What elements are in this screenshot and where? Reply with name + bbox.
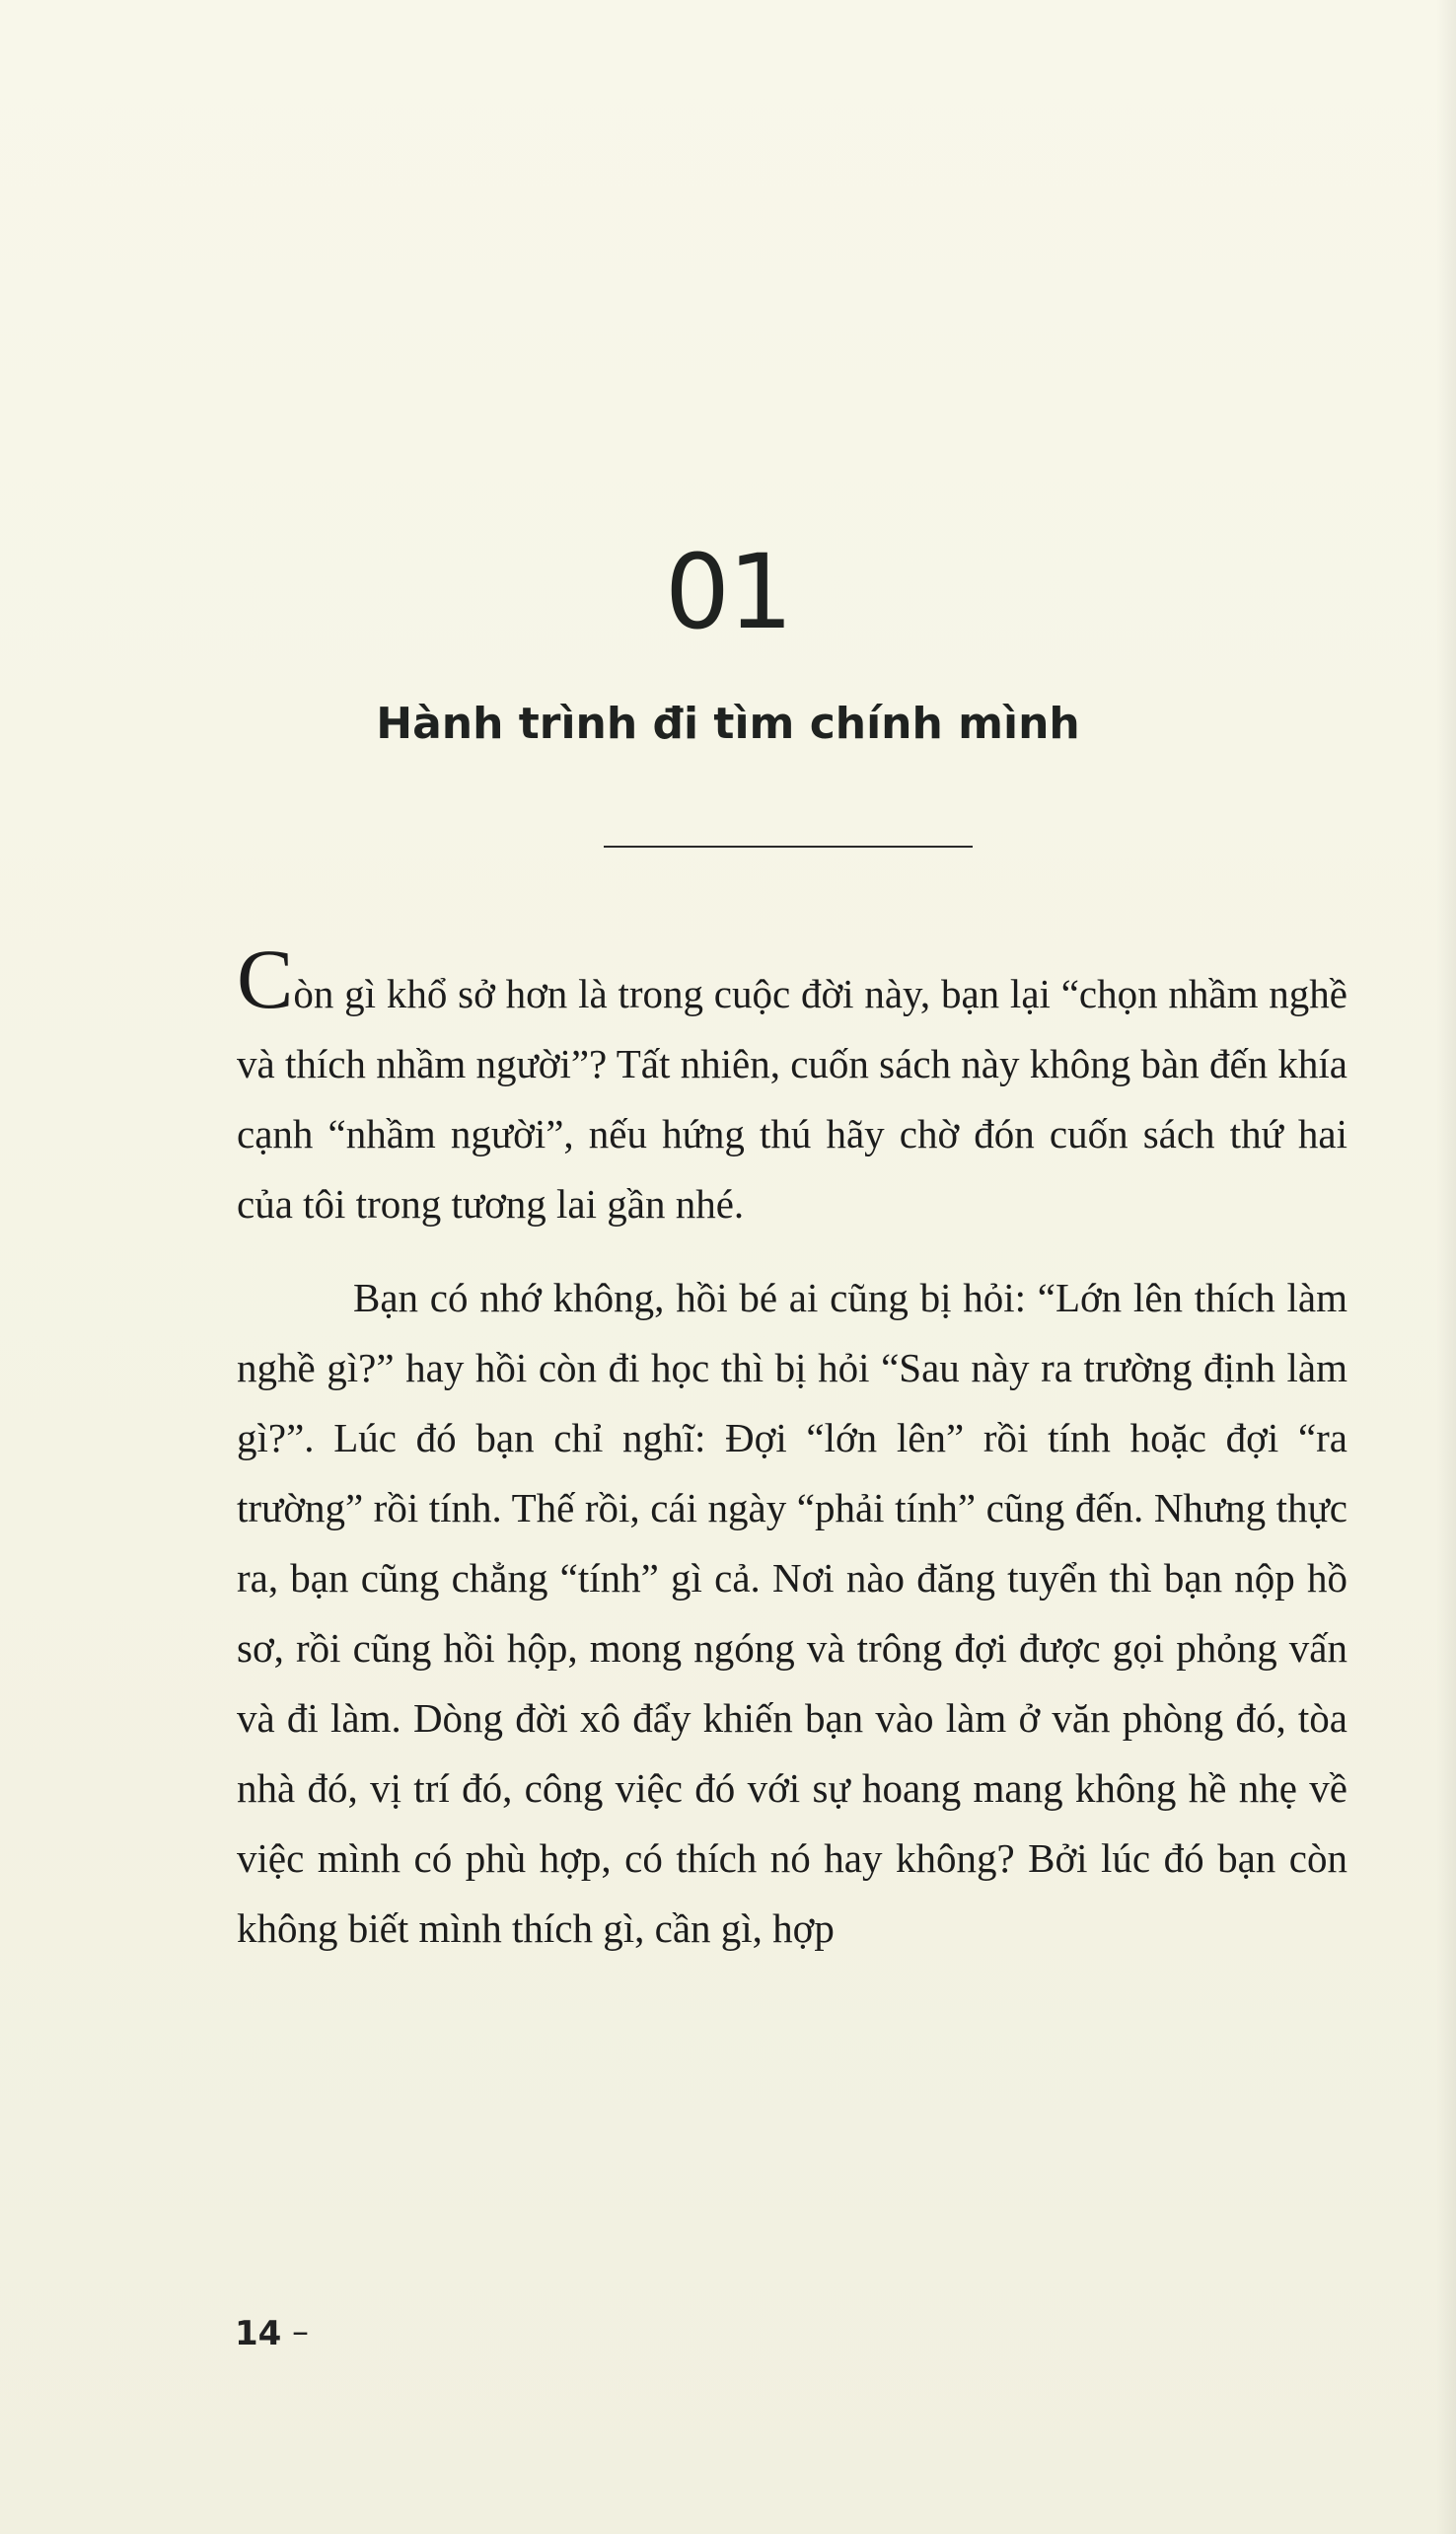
- chapter-number: 01: [664, 532, 792, 652]
- paragraph-1: [237, 932, 1347, 1239]
- paragraph-2: Bạn có nhớ không, hồi bé ai cũng bị hỏi: “Lớn lên thích làm nghề gì?” hay hồi còn đi học thì bị hỏi “Sau này ra trường định làm gì?”. Lúc đó bạn chỉ nghĩ: Đợi “lớn lên” rồi tính hoặc đợi “ra trường” rồi tính. Thế rồi, cái ngày “phải tính” cũng đến. Nhưng thực ra, bạn cũng chẳng “tính” gì cả. Nơi nào đăng tuyển thì bạn nộp hồ sơ, rồi cũng hồi hộp, mong ngóng và trông đợi được gọi phỏng vấn và đi làm. Dòng đời xô đẩy khiến bạn vào làm ở văn phòng đó, tòa nhà đó, vị trí đó, công việc đó với sự hoang mang không hề nhẹ về việc mình có phù hợp, có thích nó hay không? Bởi lúc đó bạn còn không biết mình thích gì, cần gì, hợp: [237, 1275, 1347, 1951]
- page-number: 14: [235, 2314, 282, 2353]
- page-number-dash: –: [292, 2312, 309, 2351]
- body-text: [237, 932, 1347, 1964]
- chapter-title: Hành trình đi tìm chính mình: [376, 699, 1080, 749]
- title-divider: [604, 846, 973, 848]
- page-edge-shadow: [1436, 0, 1456, 2534]
- paragraph-1-text: òn gì khổ sở hơn là trong cuộc đời này, bạn lại “chọn nhầm nghề và thích nhầm người”? Tất nhiên, cuốn sách này không bàn đến khía cạnh “nhầm người”, nếu hứng thú hãy chờ đón cuốn sách thứ hai của tôi trong tương lai gần nhé.: [237, 971, 1347, 1227]
- drop-cap: C: [237, 932, 294, 1026]
